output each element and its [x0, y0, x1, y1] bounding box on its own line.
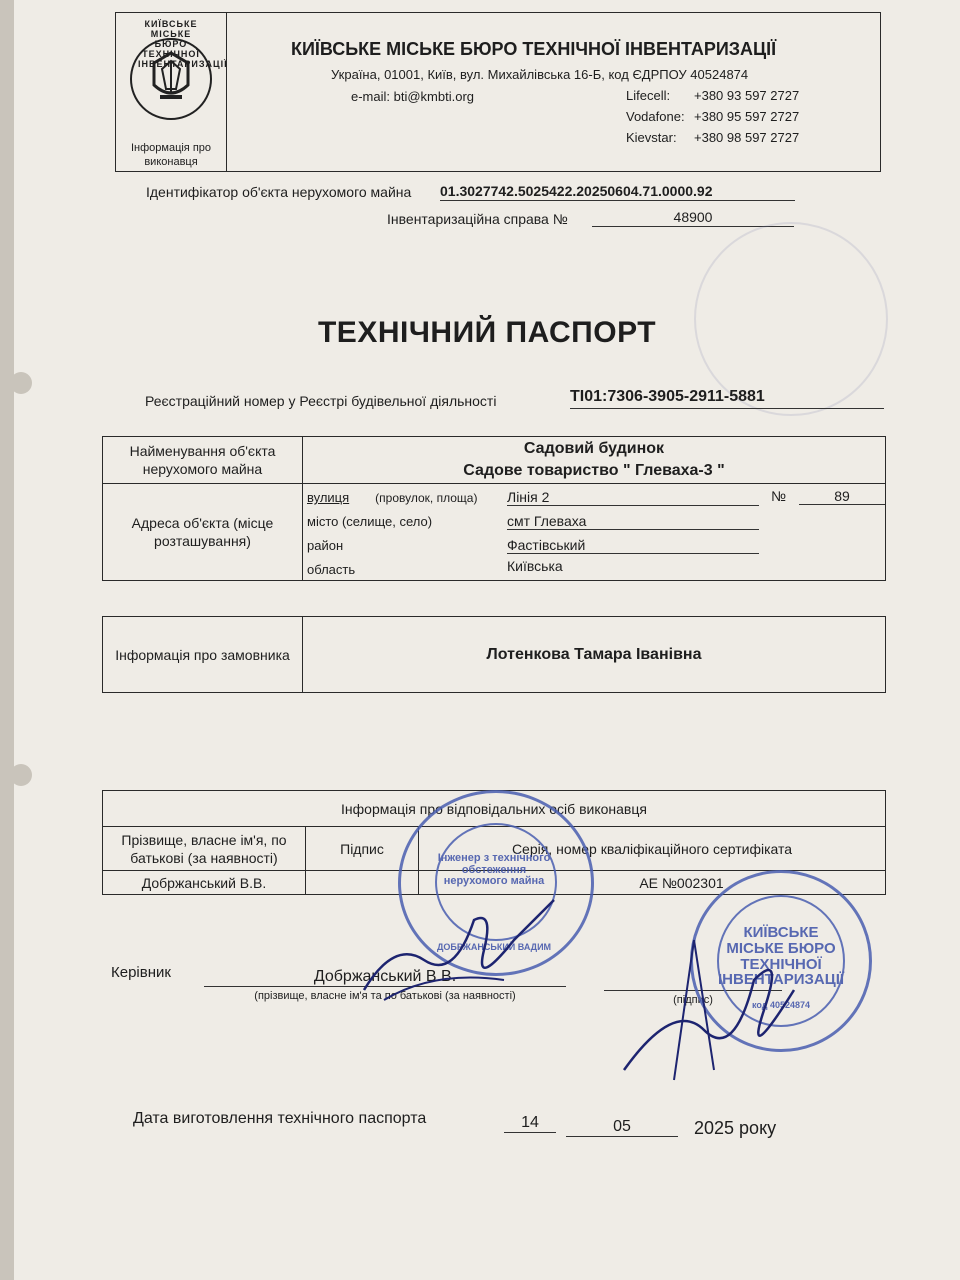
registration-label: Реєстраційний номер у Реєстрі будівельної діяльності — [145, 393, 497, 409]
head-name: Добржанський В.В. — [204, 968, 566, 987]
bureau-address: Україна, 01001, Київ, вул. Михайлівська 16-Б, код ЄДРПОУ 40524874 — [331, 67, 749, 82]
house-number-label: № — [771, 488, 787, 504]
bureau-stamp-text: КИЇВСЬКЕ МІСЬКЕ БЮРО ТЕХНІЧНОЇ ІНВЕНТАРИЗАЦІЇ — [718, 924, 844, 989]
binder-hole — [10, 372, 32, 394]
logo-cell — [116, 13, 227, 171]
region-value: Київська — [507, 558, 563, 574]
bureau-name: КИЇВСЬКЕ МІСЬКЕ БЮРО ТЕХНІЧНОЇ ІНВЕНТАРИЗАЦІЇ — [291, 39, 777, 59]
table-row — [103, 484, 886, 581]
engineer-signature-icon — [354, 880, 574, 1010]
district-label: район — [307, 538, 344, 553]
street-label: вулиця — [307, 490, 350, 505]
head-signature-icon — [614, 920, 814, 1090]
object-name-value: Садовий будинок Садове товариство " Глеваха-3 " — [303, 437, 886, 484]
customer-value: Лотенкова Тамара Іванівна — [303, 617, 886, 693]
col-signature-header: Підпис — [306, 827, 419, 871]
logo-caption: Інформація про виконавця — [130, 142, 212, 168]
city-value: смт Глеваха — [507, 513, 759, 530]
col-certificate-header: Серія, номер кваліфікаційного сертифіката — [419, 827, 886, 871]
document-page — [14, 0, 960, 1280]
address-cell — [303, 484, 886, 581]
head-signature-hint: (підпис) — [673, 994, 713, 1006]
object-name-label: Найменування об'єкта нерухомого майна — [103, 437, 303, 484]
head-label: Керівник — [111, 964, 171, 981]
date-month: 05 — [566, 1118, 678, 1137]
page-title: ТЕХНІЧНИЙ ПАСПОРТ — [317, 316, 657, 349]
responsible-header: Інформація про відповідальних осіб виконавця — [103, 791, 886, 827]
region-label: область — [307, 562, 356, 577]
engineer-stamp-name: ДОБРЖАНСЬКИЙ ВАДИМ — [436, 942, 552, 952]
street-value: Лінія 2 — [507, 489, 759, 506]
bureau-phones: Lifecell: +380 93 597 2727 Vodafone: +380 95 597 2727 Kievstar: +380 98 597 2727 — [626, 88, 800, 145]
inventory-case-value: 48900 — [592, 209, 794, 227]
bureau-stamp-code: код 40524874 — [751, 1000, 811, 1010]
address-label: Адреса об'єкта (місце розташування) — [103, 484, 303, 581]
city-label: місто (селище, село) — [307, 514, 433, 529]
person-certificate: АЕ №002301 — [419, 871, 886, 895]
customer-table — [102, 616, 886, 693]
district-value: Фастівський — [507, 537, 759, 554]
col-name-header: Прізвище, власне ім'я, по батькові (за наявності) — [103, 827, 306, 871]
person-name: Добржанський В.В. — [103, 871, 306, 895]
street-hint: (провулок, площа) — [375, 491, 478, 505]
house-number-value: 89 — [799, 488, 885, 505]
table-row — [103, 437, 886, 484]
object-id-value: 01.3027742.5025422.20250604.71.0000.92 — [440, 183, 795, 201]
object-table — [102, 436, 886, 581]
object-id-label: Ідентифікатор об'єкта нерухомого майна — [146, 184, 412, 200]
binder-hole — [10, 764, 32, 786]
engineer-stamp-text: Інженер з технічного обстеження нерухомого майна — [437, 852, 551, 888]
table-row — [103, 617, 886, 693]
inventory-case-label: Інвентаризаційна справа № — [387, 211, 568, 227]
logo-ring-text: КИЇВСЬКЕ МІСЬКЕ БЮРО ТЕХНІЧНОЇ ІНВЕНТАРИЗАЦІЇ — [138, 19, 228, 69]
header-box — [115, 12, 881, 172]
registration-value: ТІ01:7306-3905-2911-5881 — [570, 388, 884, 409]
bureau-email: e-mail: bti@kmbti.org — [351, 89, 475, 104]
date-year: 2025 року — [694, 1118, 777, 1138]
date-day: 14 — [504, 1114, 556, 1133]
date-label: Дата виготовлення технічного паспорта — [133, 1110, 427, 1127]
head-name-hint: (прізвище, власне ім'я та по батькові (за наявності) — [254, 990, 516, 1002]
customer-label: Інформація про замовника — [103, 617, 303, 693]
